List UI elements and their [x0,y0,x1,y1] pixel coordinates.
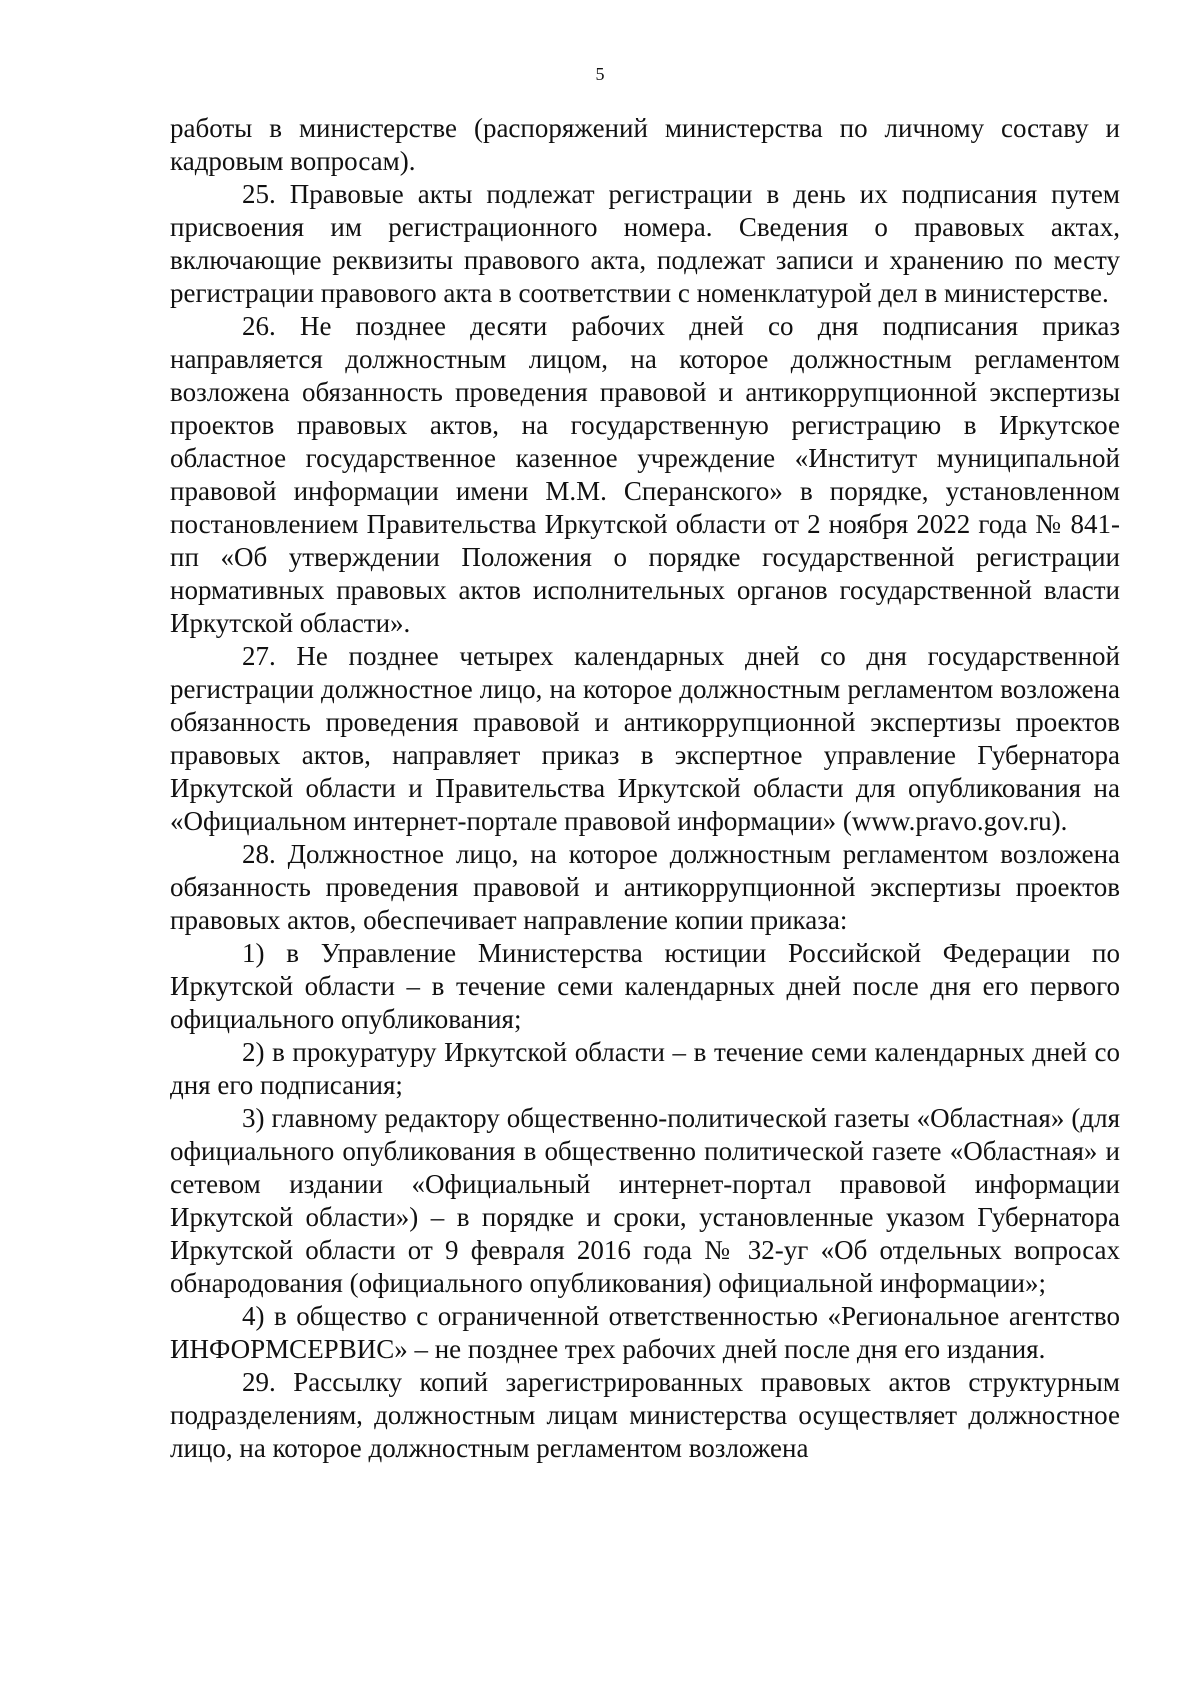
paragraph-29: 29. Рассылку копий зарегистрированных правовых актов структурным подразделениям, должностным лицам министерства осуществляет должностное лицо, на которое должностным регламентом возложена [170,1367,1120,1463]
paragraph-28: 28. Должностное лицо, на которое должностным регламентом возложена обязанность проведения правовой и антикоррупционной экспертизы проектов правовых актов, обеспечивает направление копии приказа: [170,839,1120,935]
list-item-1: 1) в Управление Министерства юстиции Российской Федерации по Иркутской области – в течение семи календарных дней после дня его первого официального опубликования; [170,938,1120,1034]
paragraph-continuation: работы в министерстве (распоряжений министерства по личному составу и кадровым вопросам). [170,113,1120,176]
paragraph-26: 26. Не позднее десяти рабочих дней со дня подписания приказ направляется должностным лицом, на которое должностным регламентом возложена обязанность проведения правовой и антикоррупционной экспертизы проектов правовых актов, на государственную регистрацию в Иркутское областное государственное казенное учреждение «Институт муниципальной правовой информации имени М.М. Сперанского» в порядке, установленном постановлением Правительства Иркутской области от 2 ноября 2022 года № 841-пп «Об утверждении Положения о порядке государственной регистрации нормативных правовых актов исполнительных органов государственной власти Иркутской области». [170,311,1120,638]
paragraph-27: 27. Не позднее четырех календарных дней со дня государственной регистрации должностное лицо, на которое должностным регламентом возложена обязанность проведения правовой и антикоррупционной экспертизы проектов правовых актов, направляет приказ в экспертное управление Губернатора Иркутской области и Правительства Иркутской области для опубликования на «Официальном интернет-портале правовой информации» (www.pravo.gov.ru). [170,641,1120,836]
document-body [170,112,1120,1465]
list-item-4: 4) в общество с ограниченной ответственностью «Региональное агентство ИНФОРМСЕРВИС» – не позднее трех рабочих дней после дня его издания. [170,1301,1120,1364]
page-number: 5 [595,64,605,84]
list-item-2: 2) в прокуратуру Иркутской области – в течение семи календарных дней со дня его подписания; [170,1037,1120,1100]
paragraph-25: 25. Правовые акты подлежат регистрации в день их подписания путем присвоения им регистрационного номера. Сведения о правовых актах, включающие реквизиты правового акта, подлежат записи и хранению по месту регистрации правового акта в соответствии с номенклатурой дел в министерстве. [170,179,1120,308]
list-item-3: 3) главному редактору общественно-политической газеты «Областная» (для официального опубликования в общественно политической газете «Областная» и сетевом издании «Официальный интернет-портал правовой информации Иркутской области») – в порядке и сроки, установленные указом Губернатора Иркутской области от 9 февраля 2016 года № 32-уг «Об отдельных вопросах обнародования (официального опубликования) официальной информации»; [170,1103,1120,1298]
